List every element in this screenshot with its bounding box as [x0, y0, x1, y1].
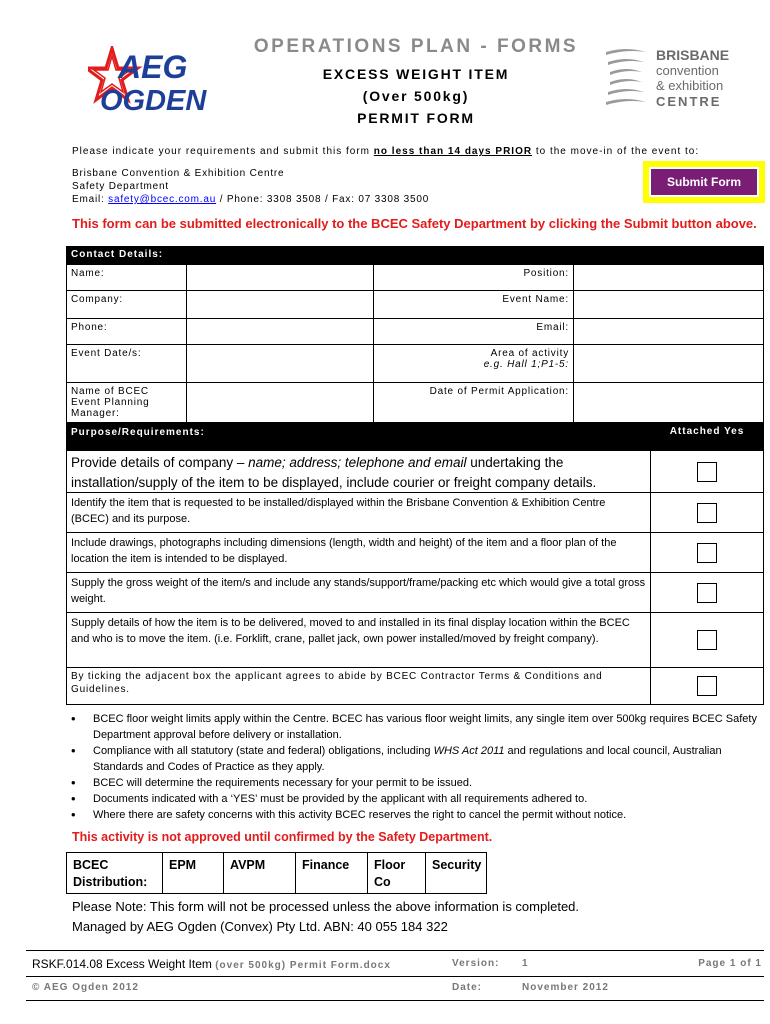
requirement-terms-agreement: By ticking the adjacent box the applicant agrees to abide by BCEC Contractor Terms & Conditions and Guidelines.	[67, 668, 651, 704]
footer-version-label: Version:	[452, 958, 500, 969]
contact-details-table	[66, 246, 764, 423]
label-area: Area of activity e.g. Hall 1;P1-5:	[374, 345, 574, 382]
conditions-list	[66, 711, 764, 823]
label-company: Company:	[67, 291, 187, 318]
distribution-epm: EPM	[163, 853, 224, 893]
svg-text:CENTRE: CENTRE	[656, 94, 722, 109]
electronic-submit-note: This form can be submitted electronically to the BCEC Safety Department by clicking the Submit button above.	[72, 216, 757, 231]
svg-text:BRISBANE: BRISBANE	[656, 47, 730, 63]
terms-agreement-checkbox[interactable]	[697, 676, 717, 696]
label-position: Position:	[374, 265, 574, 290]
label-event-name: Event Name:	[374, 291, 574, 318]
form-subtitle-permit: PERMIT FORM	[357, 110, 475, 126]
submit-form-button[interactable]: Submit Form	[649, 167, 759, 197]
footer-page-number: Page 1 of 1	[698, 958, 762, 969]
contact-details-header: Contact Details:	[67, 247, 763, 264]
condition-item: • Where there are safety concerns with this activity BCEC reserves the right to cancel the permit without notice.	[66, 807, 764, 823]
attached-yes-header: Attached Yes	[669, 426, 745, 437]
company-field[interactable]	[187, 291, 374, 318]
condition-item: • Compliance with all statutory (state and federal) obligations, including WHS Act 2011 and regulations and local council, Australian Standards and Codes of Practice as they apply.	[66, 743, 764, 775]
requirement-drawings: Include drawings, photographs including dimensions (length, width and height) of the item and a floor plan of the location the item is intended to be displayed.	[67, 533, 651, 572]
attached-checkbox-1[interactable]	[697, 462, 717, 482]
footer-date-value: November 2012	[522, 982, 609, 993]
aeg-ogden-logo	[88, 46, 213, 118]
label-name: Name:	[67, 265, 187, 290]
requirement-delivery: Supply details of how the item is to be delivered, moved to and installed in its final display location within the BCEC and who is to move the item. (i.e. Forklift, crane, pallet jack, own power installed/moved by freight company).	[67, 613, 651, 667]
distribution-floor-co: Floor Co	[368, 853, 426, 893]
position-field[interactable]	[574, 265, 763, 290]
attached-checkbox-2[interactable]	[697, 503, 717, 523]
permit-date-field[interactable]	[574, 383, 763, 422]
footer-divider	[26, 950, 764, 951]
form-subtitle: EXCESS WEIGHT ITEM	[322, 66, 510, 82]
label-permit-date: Date of Permit Application:	[374, 383, 574, 422]
footer-version-value: 1	[522, 958, 529, 969]
managed-by-note: Managed by AEG Ogden (Convex) Pty Ltd. ABN: 40 055 184 322	[72, 919, 448, 934]
svg-text:AEG: AEG	[118, 49, 188, 85]
svg-text:convention: convention	[656, 63, 719, 78]
footer-divider	[26, 976, 764, 977]
approval-note: This activity is not approved until confirmed by the Safety Department.	[72, 830, 493, 844]
attached-checkbox-3[interactable]	[697, 543, 717, 563]
processing-note: Please Note: This form will not be processed unless the above information is completed.	[72, 899, 580, 914]
form-title: OPERATIONS PLAN - FORMS	[253, 36, 579, 57]
phone-field[interactable]	[187, 319, 374, 344]
footer-document-name: RSKF.014.08 Excess Weight Item (over 500kg) Permit Form.docx	[32, 957, 391, 971]
submit-highlight	[643, 161, 765, 203]
distribution-security: Security	[432, 858, 482, 872]
address-block: Brisbane Convention & Exhibition Centre Safety Department Email: safety@bcec.com.au / Phone: 3308 3508 / Fax: 07 3308 3500	[72, 168, 430, 205]
email-link[interactable]: safety@bcec.com.au	[108, 194, 217, 205]
condition-item: • BCEC floor weight limits apply within the Centre. BCEC has various floor weight limits, any single item over 500kg requires BCEC Safety Department approval before delivery or installation.	[66, 711, 764, 743]
distribution-label: BCEC Distribution:	[67, 853, 163, 893]
distribution-avpm: AVPM	[224, 853, 296, 893]
distribution-finance: Finance	[296, 853, 368, 893]
svg-text:& exhibition: & exhibition	[656, 78, 724, 93]
planning-manager-field[interactable]	[187, 383, 374, 422]
purpose-header: Purpose/Requirements:	[71, 427, 205, 438]
area-field[interactable]	[574, 345, 763, 382]
footer-divider	[26, 1000, 764, 1001]
requirement-gross-weight: Supply the gross weight of the item/s and include any stands/support/frame/packing etc which would give a total gross weight.	[67, 573, 651, 612]
event-dates-field[interactable]	[187, 345, 374, 382]
label-planning-manager: Name of BCEC Event Planning Manager:	[67, 383, 187, 422]
intro-text: Please indicate your requirements and submit this form no less than 14 days PRIOR to the move-in of the event to:	[72, 146, 700, 157]
purpose-requirements-table	[66, 423, 764, 705]
condition-item: • Documents indicated with a ‘YES’ must be provided by the applicant with all requirements adhered to.	[66, 791, 764, 807]
label-event-dates: Event Date/s:	[67, 345, 187, 382]
name-field[interactable]	[187, 265, 374, 290]
form-subtitle-weight: (Over 500kg)	[362, 88, 470, 104]
svg-text:OGDEN: OGDEN	[100, 85, 207, 117]
attached-checkbox-5[interactable]	[697, 630, 717, 650]
distribution-table	[66, 852, 487, 894]
footer-date-label: Date:	[452, 982, 483, 993]
requirement-identify-item: Identify the item that is requested to be installed/displayed within the Brisbane Convention & Exhibition Centre (BCEC) and its purpose.	[67, 493, 651, 532]
label-email: Email:	[374, 319, 574, 344]
event-name-field[interactable]	[574, 291, 763, 318]
footer-copyright: © AEG Ogden 2012	[32, 982, 139, 993]
requirement-company-details: Provide details of company – name; address; telephone and email undertaking the installation/supply of the item to be displayed, include courier or freight company details.	[67, 451, 651, 492]
bcec-logo	[604, 44, 764, 116]
label-phone: Phone:	[67, 319, 187, 344]
email-field[interactable]	[574, 319, 763, 344]
condition-item: • BCEC will determine the requirements necessary for your permit to be issued.	[66, 775, 764, 791]
attached-checkbox-4[interactable]	[697, 583, 717, 603]
